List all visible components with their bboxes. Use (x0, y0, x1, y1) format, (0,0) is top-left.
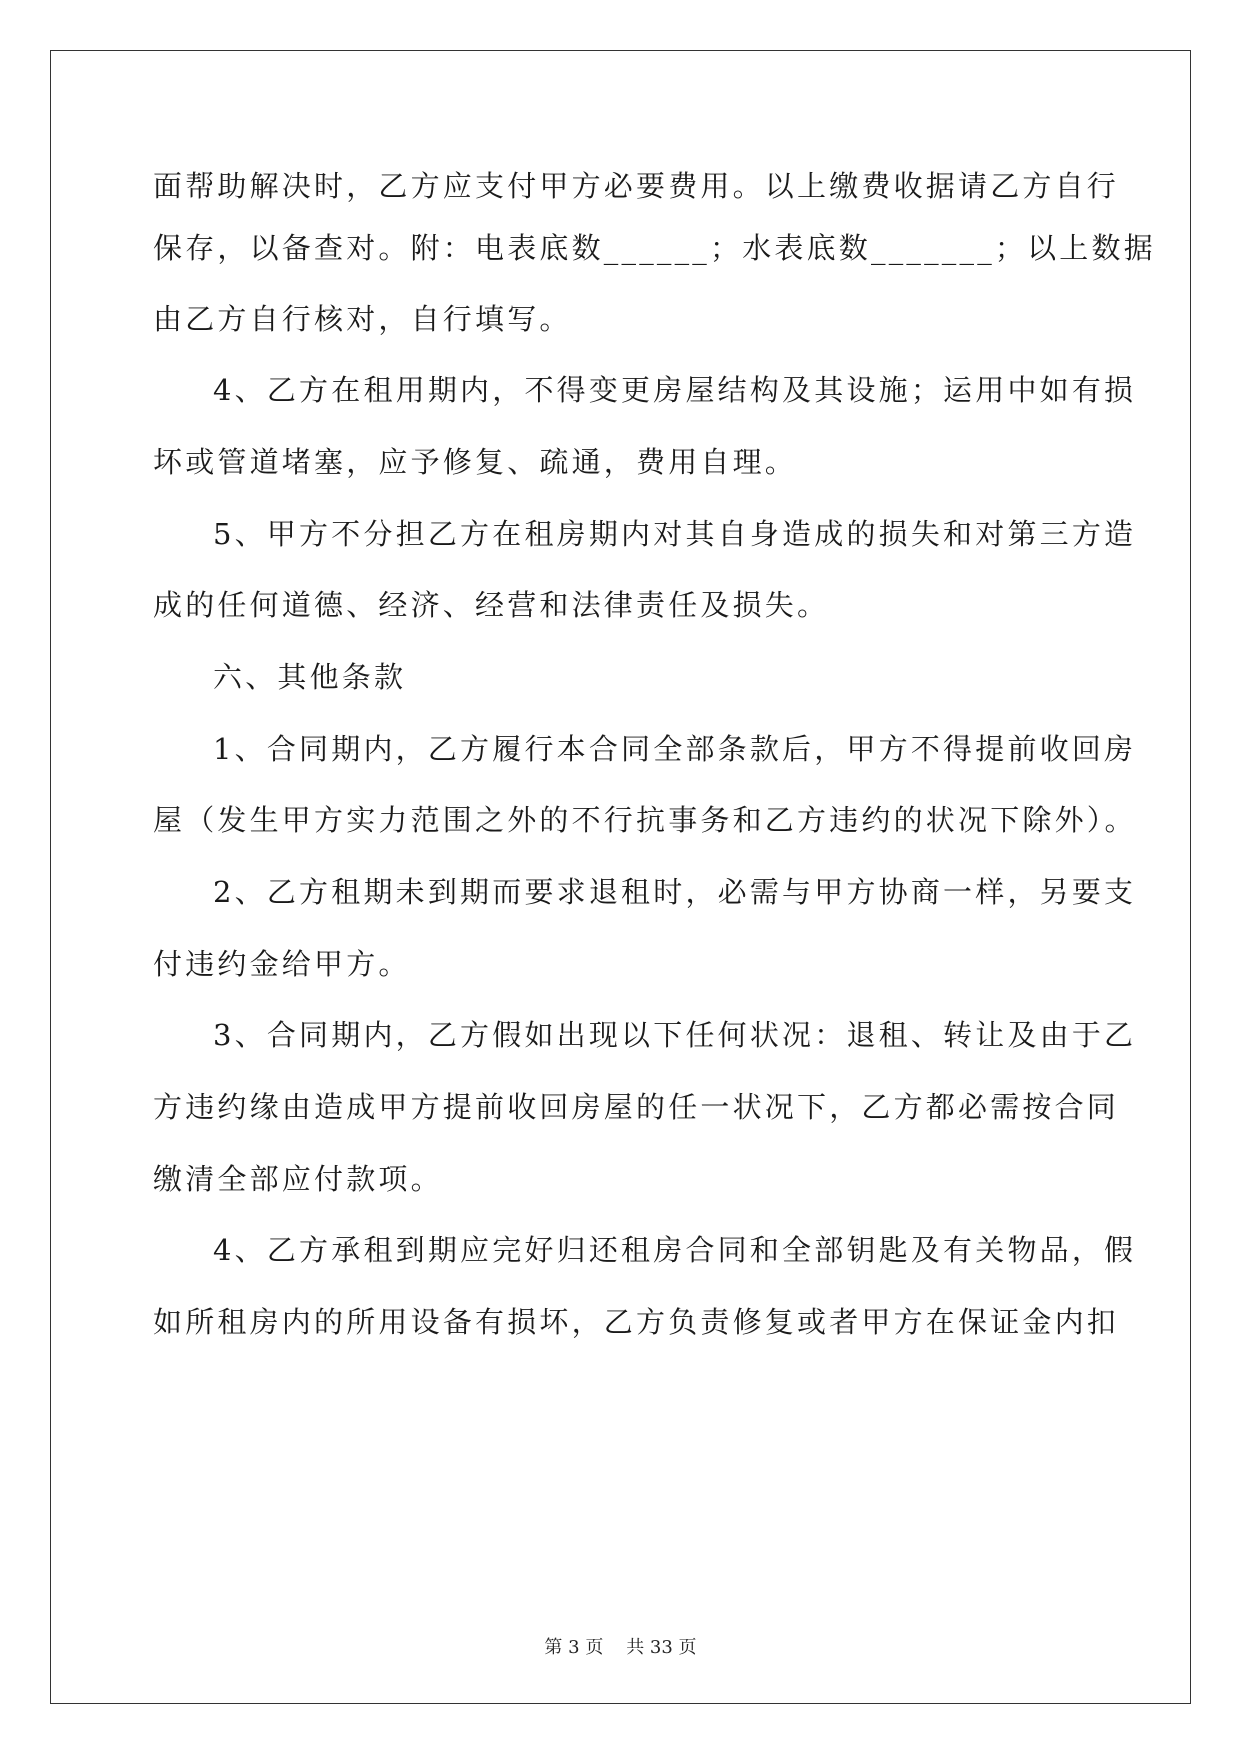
text-line: 1、合同期内，乙方履行本合同全部条款后，甲方不得提前收回房 (213, 732, 1137, 766)
text-line: 保存，以备查对。附：电表底数______；水表底数_______；以上数据 (153, 231, 1156, 265)
text-line: 缴清全部应付款项。 (153, 1162, 443, 1196)
page-number: 第 3 页 共 33 页 (544, 1637, 697, 1658)
text-line: 4、乙方承租到期应完好归还租房合同和全部钥匙及有关物品，假 (213, 1233, 1137, 1267)
text-line: 方违约缘由造成甲方提前收回房屋的任一状况下，乙方都必需按合同 (153, 1090, 1120, 1124)
text-line: 4、乙方在租用期内，不得变更房屋结构及其设施；运用中如有损 (213, 373, 1137, 407)
text-line: 5、甲方不分担乙方在租房期内对其自身造成的损失和对第三方造 (213, 517, 1137, 551)
text-line: 2、乙方租期未到期而要求退租时，必需与甲方协商一样，另要支 (213, 875, 1137, 909)
text-line: 如所租房内的所用设备有损坏，乙方负责修复或者甲方在保证金内扣 (153, 1305, 1120, 1339)
text-line: 面帮助解决时，乙方应支付甲方必要费用。以上缴费收据请乙方自行 (153, 169, 1120, 203)
text-line: 付违约金给甲方。 (153, 947, 411, 981)
text-line: 3、合同期内，乙方假如出现以下任何状况：退租、转让及由于乙 (213, 1018, 1137, 1052)
text-line: 成的任何道德、经济、经营和法律责任及损失。 (153, 588, 830, 622)
text-line: 坏或管道堵塞，应予修复、疏通，费用自理。 (153, 445, 798, 479)
text-line: 屋（发生甲方实力范围之外的不行抗事务和乙方违约的状况下除外）。 (153, 803, 1137, 837)
text-line: 由乙方自行核对，自行填写。 (153, 302, 572, 336)
section-heading: 六、其他条款 (213, 660, 407, 694)
